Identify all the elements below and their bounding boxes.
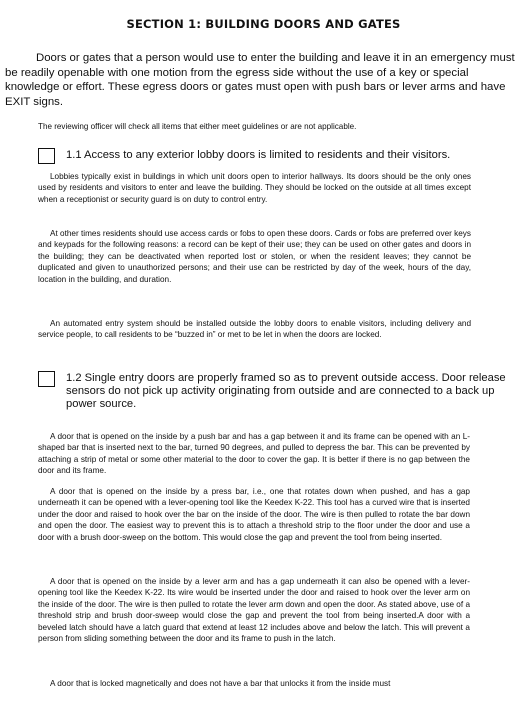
paragraph-1-2-a: A door that is opened on the inside by a push bar and has a gap between it and its frame can be opened with an L- shaped bar that is inserted next to the bar, turned 90 degrees, and pulled to depress the bar. This can be prevented by attaching a strip of metal or some other material to the door to cover the gap. It is better if there is no gap between the door and its frame.: [38, 432, 470, 476]
checklist-label-1-1: 1.1 Access to any exterior lobby doors is limited to residents and their visitors.: [66, 149, 451, 161]
paragraph-1-2-b: A door that is opened on the inside by a press bar, i.e., one that rotates down when pushed, and has a gap underneath it can be opened with a lever-opening tool like the Keedex K-22. This tool has a curved wire that is inserted under the door and raised to hook over the bar on the inside of the door. The wire is then pulled to rotate the bar down and open the door. The easiest way to prevent this is to attach a threshold strip to the floor under the door and use a door with a brush door-sweep on the bottom. This would close the gap and prevent the tool from being inserted.: [38, 487, 470, 542]
section-title: SECTION 1: BUILDING DOORS AND GATES: [126, 17, 401, 31]
checklist-item-1-2: [38, 371, 508, 415]
paragraph-1-1-a: Lobbies typically exist in buildings in which unit doors open to interior hallways. Its doors should be the only ones used by residents and visitors to enter and leave the building. They should be locked on the outside at all times except when a receptionist or security guard is on duty to control entry.: [38, 172, 471, 204]
checkbox-1-1[interactable]: [38, 148, 55, 164]
checklist-label-1-2: 1.2 Single entry doors are properly framed so as to prevent outside access. Door release sensors do not pick up activity originating from outside and are connected to a back up power source.: [66, 372, 506, 411]
checkbox-1-2[interactable]: [38, 371, 55, 387]
paragraph-1-2-c: A door that is opened on the inside by a lever arm and has a gap underneath it can also be opened with a lever- opening tool like the Keedex K-22. Its wire would be inserted under the door and raised to hook over the lever arm on the inside of the door. The wire is then pulled to rotate the lever arm down and open the door. As stated above, use of a threshold strip and brush door-sweep would close the gap and prevent the tool from being inserted.A door with a beveled latch should have a latch guard that extend at least 12 includes above and below the latch. This will prevent a person from sliding something between the door and its frame to push in the latch.: [38, 577, 470, 644]
reviewer-note: The reviewing officer will check all items that either meet guidelines or are not applicable.: [38, 122, 357, 131]
checklist-item-1-1: [38, 148, 508, 166]
paragraph-1-1-b: At other times residents should use access cards or fobs to open these doors. Cards or fobs are preferred over keys and keypads for the following reasons: a record can be kept of their use; they can be used on other gates and doors in the building; they can be deactivated when reported lost or stolen, or when the resident leaves; they cannot be duplicated and given to unauthorized persons; and their use can be restricted by day of the week, hours of the day, location in the building, and duration.: [38, 229, 471, 284]
paragraph-1-1-c: An automated entry system should be installed outside the lobby doors to enable visitors, including delivery and service people, to call residents to be “buzzed in” or met to be let in when the doors are locked.: [38, 319, 471, 340]
intro-paragraph: Doors or gates that a person would use to enter the building and leave it in an emergency must be readily openable with one motion from the egress side without the use of a key or special knowledge or effort. These egress doors or gates must open with push bars or lever arms and have EXIT signs.: [5, 52, 515, 108]
paragraph-1-2-d: A door that is locked magnetically and does not have a bar that unlocks it from the inside must: [50, 679, 391, 688]
